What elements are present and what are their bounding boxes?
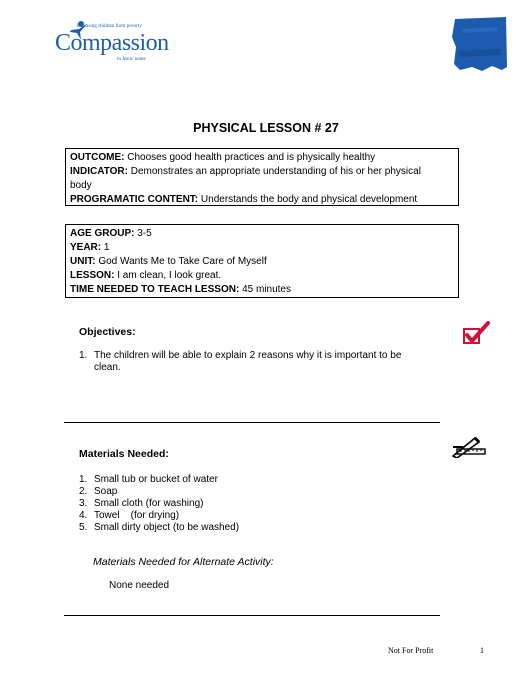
list-item	[79, 498, 379, 510]
age-group-row	[70, 227, 454, 241]
logo-wordmark: Compassion	[55, 30, 169, 56]
outcome-row	[70, 151, 454, 165]
list-item-number: 1.	[79, 474, 88, 485]
list-item	[79, 522, 379, 534]
unit-label: UNIT:	[70, 256, 96, 267]
programatic-content-row	[70, 193, 454, 207]
alternate-heading: Materials Needed for Alternate Activity:	[93, 556, 274, 568]
programatic-content-label: PROGRAMATIC CONTENT:	[70, 194, 199, 205]
objective-text-line2: clean.	[94, 362, 121, 373]
unit-row	[70, 255, 454, 269]
list-item	[79, 474, 379, 486]
list-item-number: 3.	[79, 498, 88, 509]
list-item-text: Small tub or bucket of water	[94, 474, 218, 485]
materials-heading: Materials Needed:	[79, 448, 169, 460]
list-item	[79, 510, 379, 522]
time-label: TIME NEEDED TO TEACH LESSON:	[70, 284, 240, 295]
outcome-box	[65, 148, 459, 206]
programatic-content-value: Understands the body and physical development	[200, 194, 418, 205]
objective-item	[79, 350, 439, 376]
checkmark-box-icon	[462, 321, 490, 345]
footer-note: Not For Profit	[388, 646, 434, 655]
logo-subline: in Jesus' name	[117, 57, 146, 62]
age-group-label: AGE GROUP:	[70, 228, 135, 239]
year-label: YEAR:	[70, 242, 102, 253]
list-item-text: Small dirty object (to be washed)	[94, 522, 240, 533]
lesson-label: LESSON:	[70, 270, 115, 281]
list-item-text: Soap	[94, 486, 118, 497]
page-title: PHYSICAL LESSON # 27	[193, 121, 339, 135]
unit-value: God Wants Me to Take Care of Myself	[98, 256, 267, 267]
list-item-text: Towel (for drying)	[94, 510, 180, 521]
age-group-value: 3-5	[137, 228, 152, 239]
alternate-value: None needed	[109, 580, 170, 591]
lesson-row	[70, 269, 454, 283]
indicator-value-line2: body	[70, 180, 92, 191]
list-item-number: 5.	[79, 522, 88, 533]
objective-text-line1: The children will be able to explain 2 reasons why it is important to be	[94, 350, 402, 361]
indicator-value-line1: Demonstrates an appropriate understanding of his or her physical	[130, 166, 421, 177]
list-item-number: 2.	[79, 486, 88, 497]
lesson-value: I am clean, I look great.	[117, 270, 222, 281]
section-divider	[64, 422, 440, 423]
list-item-number: 4.	[79, 510, 88, 521]
year-value: 1	[103, 242, 110, 253]
time-row	[70, 283, 454, 297]
list-item-text: Small cloth (for washing)	[94, 498, 204, 509]
lesson-info-box	[65, 224, 459, 298]
blue-brush-decoration	[452, 17, 508, 71]
time-value: 45 minutes	[242, 284, 291, 295]
logo-tagline: Releasing children from poverty	[77, 24, 142, 29]
pencil-ruler-icon	[451, 436, 487, 458]
compassion-logo	[55, 24, 169, 66]
outcome-label: OUTCOME:	[70, 152, 125, 163]
materials-list	[79, 474, 379, 536]
section-divider	[64, 615, 440, 616]
indicator-label: INDICATOR:	[70, 166, 128, 177]
objective-number: 1.	[79, 350, 88, 361]
list-item	[79, 486, 379, 498]
outcome-value: Chooses good health practices and is physically healthy	[127, 152, 376, 163]
year-row	[70, 241, 454, 255]
indicator-row	[70, 165, 454, 179]
objectives-heading: Objectives:	[79, 326, 136, 338]
page-number: 1	[480, 646, 484, 655]
